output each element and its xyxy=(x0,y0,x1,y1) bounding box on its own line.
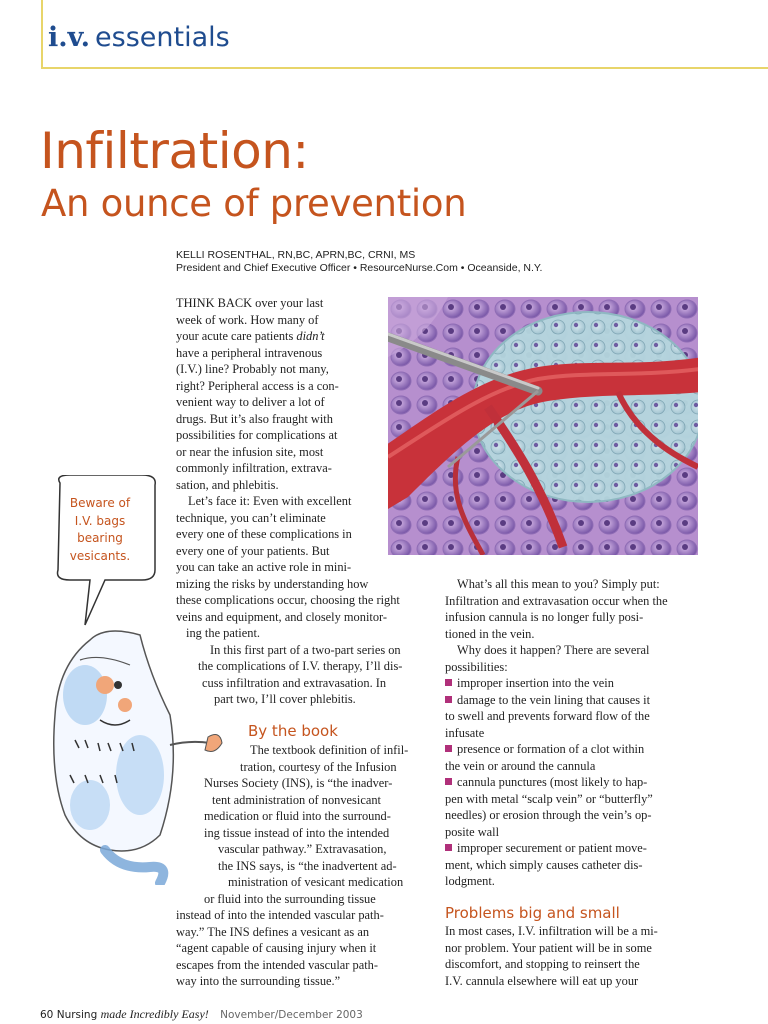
text-line: week of work. How many of xyxy=(176,312,319,327)
column-2-text xyxy=(445,576,668,890)
text-line: the complications of I.V. therapy, I’ll dis- xyxy=(198,659,403,673)
text-line: medication or fluid into the surround- xyxy=(204,809,391,823)
text-line: nor problem. Your patient will be in some xyxy=(445,940,652,955)
text-line: lodgment. xyxy=(445,874,495,888)
text-line: cuss infiltration and extravasation. In xyxy=(202,675,387,690)
text-line: these complications occur, choosing the right xyxy=(176,593,400,607)
bullet-square-icon xyxy=(445,696,452,703)
text-line: right? Peripheral access is a con- xyxy=(176,378,339,393)
text-line: What’s all this mean to you? Simply put: xyxy=(457,577,660,591)
bullet-item: improper securement or patient move- xyxy=(445,840,668,857)
text-line: way.” The INS defines a vesicant as an xyxy=(176,924,370,939)
text-line: drugs. But it’s also fraught with xyxy=(176,411,333,426)
bullet-item: cannula punctures (most likely to hap- xyxy=(445,774,668,791)
text-line: I.V. cannula elsewhere will eat up your xyxy=(445,973,639,988)
text-line: way into the surrounding tissue.” xyxy=(176,974,341,988)
subhead-by-the-book: By the book xyxy=(248,722,338,740)
section-label: i.v. essentials xyxy=(48,22,230,53)
journal-name: Nursing made Incredibly Easy! xyxy=(56,1007,209,1021)
text-line: Let’s face it: Even with excellent xyxy=(188,494,352,508)
text-line: ing the patient. xyxy=(186,626,260,640)
bullet-square-icon xyxy=(445,745,452,752)
text-line: ment, which simply causes catheter dis- xyxy=(445,857,643,872)
text-line: ing tissue instead of into the intended xyxy=(204,825,390,840)
bullet-item: presence or formation of a clot within xyxy=(445,741,668,758)
text-line: escapes from the intended vascular path- xyxy=(176,957,378,972)
text-line: THINK BACK over your last xyxy=(176,296,324,310)
header-rule-vertical xyxy=(41,0,43,68)
text-line: instead of into the intended vascular path- xyxy=(176,908,384,922)
text-line: possibilities: xyxy=(445,659,508,674)
text-line: (I.V.) line? Probably not many, xyxy=(176,362,329,376)
column-1-definitions xyxy=(176,742,408,990)
text-line: pen with metal “scalp vein” or “butterfly” xyxy=(445,791,653,806)
bullet-item: damage to the vein lining that causes it xyxy=(445,692,668,709)
text-line: In this first part of a two-part series on xyxy=(210,642,401,657)
text-line: posite wall xyxy=(445,824,500,839)
article-subtitle: An ounce of prevention xyxy=(41,182,467,225)
text-line: or fluid into the surrounding tissue xyxy=(204,891,376,906)
text-line: sation, and phlebitis. xyxy=(176,477,279,492)
text-line: infusion cannula is no longer fully posi- xyxy=(445,610,644,624)
author-affiliation: President and Chief Executive Officer • ResourceNurse.Com • Oceanside, N.Y. xyxy=(176,262,543,274)
text-line: to swell and prevents forward flow of the xyxy=(445,709,650,723)
text-line: The textbook definition of infil- xyxy=(250,743,409,757)
text-line: Infiltration and extravasation occur when the xyxy=(445,593,668,608)
text-line: have a peripheral intravenous xyxy=(176,345,323,360)
author-name: KELLI ROSENTHAL, RN,BC, APRN,BC, CRNI, MS xyxy=(176,249,416,261)
text-line: part two, I’ll cover phlebitis. xyxy=(214,692,356,706)
subhead-problems-big-and-small: Problems big and small xyxy=(445,904,620,922)
text-line: infusate xyxy=(445,725,485,740)
bullet-square-icon xyxy=(445,679,452,686)
text-line: veins and equipment, and closely monitor- xyxy=(176,609,388,624)
text-line: tent administration of nonvesicant xyxy=(212,792,381,807)
column-2-problems xyxy=(445,923,658,989)
text-line: or near the infusion site, most xyxy=(176,444,324,459)
bullet-square-icon xyxy=(445,844,452,851)
text-line: tioned in the vein. xyxy=(445,626,535,641)
text-line: “agent capable of causing injury when it xyxy=(176,941,377,955)
text-line: mizing the risks by understanding how xyxy=(176,576,369,591)
speech-bubble-text: Beware of I.V. bags bearing vesicants. xyxy=(69,496,131,563)
page-number: 60 xyxy=(40,1009,54,1021)
text-line: ministration of vesicant medication xyxy=(228,875,404,889)
bullet-square-icon xyxy=(445,778,452,785)
text-line: Why does it happen? There are several xyxy=(457,643,650,657)
text-line: tration, courtesy of the Infusion xyxy=(240,759,397,774)
text-line: the INS says, is “the inadvertent ad- xyxy=(218,858,397,873)
text-line: you can take an active role in mini- xyxy=(176,560,352,574)
issue-date: November/December 2003 xyxy=(220,1009,363,1021)
column-1-intro xyxy=(176,295,402,708)
infiltration-illustration xyxy=(388,297,698,555)
text-line: the vein or around the cannula xyxy=(445,758,596,773)
text-line: vascular pathway.” Extravasation, xyxy=(218,842,387,856)
article-title: Infiltration: xyxy=(40,122,309,180)
text-line: your acute care patients didn’t xyxy=(176,329,325,343)
text-line: discomfort, and stopping to reinsert the xyxy=(445,957,640,971)
text-line: technique, you can’t eliminate xyxy=(176,510,326,525)
text-line: needles) or erosion through the vein’s op- xyxy=(445,808,652,822)
text-line: commonly infiltration, extrava- xyxy=(176,461,332,475)
text-line: venient way to deliver a lot of xyxy=(176,395,325,409)
text-line: Nurses Society (INS), is “the inadver- xyxy=(204,776,393,790)
text-line: every one of your patients. But xyxy=(176,543,330,558)
bullet-item: improper insertion into the vein xyxy=(445,675,668,692)
byline xyxy=(176,249,542,275)
text-line: In most cases, I.V. infiltration will be a mi- xyxy=(445,924,658,938)
text-line: possibilities for complications at xyxy=(176,428,338,442)
text-line: every one of these complications in xyxy=(176,527,352,541)
page-footer xyxy=(40,1007,363,1022)
header-rule-horizontal xyxy=(41,67,768,69)
